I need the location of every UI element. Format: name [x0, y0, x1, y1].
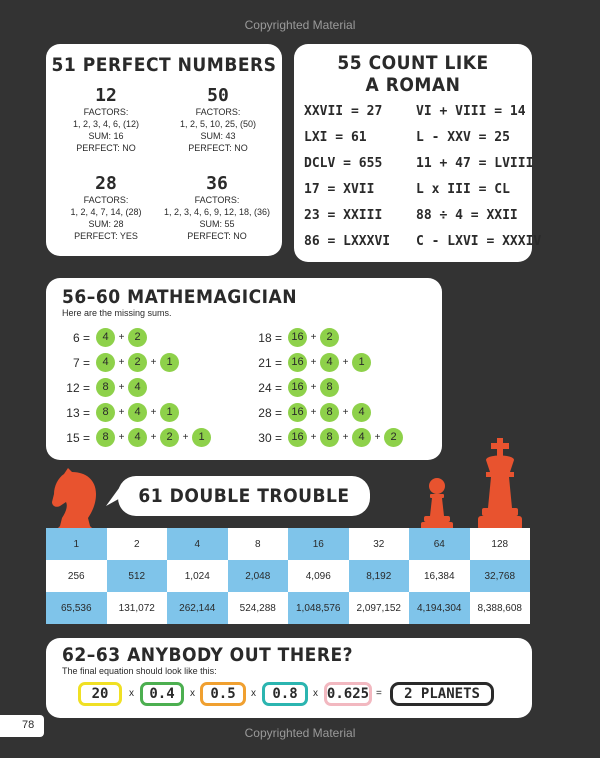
- board-cell: 2,048: [228, 560, 289, 592]
- board-cell: 256: [46, 560, 107, 592]
- plus-sign: +: [342, 357, 349, 368]
- board-cell: 1: [46, 528, 107, 560]
- perfect-number: 50: [207, 85, 229, 106]
- roman-card: [294, 44, 542, 262]
- perfect-number: 12: [95, 85, 117, 106]
- roman-equation: L - XXV = 25: [416, 130, 510, 145]
- factors-list: 1, 2, 3, 4, 6, 9, 12, 18, (36): [163, 207, 271, 217]
- number-ball: 2: [128, 328, 147, 347]
- plus-sign: +: [150, 432, 157, 443]
- board-cell: 32,768: [470, 560, 531, 592]
- number-ball: 1: [352, 353, 371, 372]
- board-cell: 65,536: [46, 592, 107, 624]
- sum-row: [64, 353, 179, 372]
- roman-equation: 86 = LXXXVI: [304, 234, 391, 249]
- factors-list: 1, 2, 5, 10, 25, (50): [179, 119, 257, 129]
- factors-label: FACTORS:: [195, 107, 241, 117]
- perfect-item: [152, 174, 282, 242]
- board-cell: 524,288: [228, 592, 289, 624]
- board-cell: 32: [349, 528, 410, 560]
- times-sign: x: [313, 688, 318, 699]
- board-cell: 4: [167, 528, 228, 560]
- watermark-bottom: Copyrighted Material: [244, 726, 356, 740]
- answer-box: 0.625: [324, 682, 372, 706]
- result-box: 2 PLANETS: [390, 682, 494, 706]
- board-cell: 16: [288, 528, 349, 560]
- number-ball: 8: [320, 428, 339, 447]
- perfect-verdict: PERFECT: YES: [74, 231, 138, 241]
- number-ball: 8: [320, 403, 339, 422]
- sum-total: 30 =: [258, 430, 282, 445]
- number-ball: 16: [288, 403, 307, 422]
- anybody-title: 62–63 ANYBODY OUT THERE?: [62, 644, 354, 666]
- number-ball: 4: [96, 328, 115, 347]
- board-cell: 2,097,152: [349, 592, 410, 624]
- perfect-number: 36: [206, 173, 228, 194]
- number-ball: 4: [128, 403, 147, 422]
- number-ball: 1: [192, 428, 211, 447]
- sum-total: 21 =: [258, 355, 282, 370]
- plus-sign: +: [374, 432, 381, 443]
- board-cell: 4,096: [288, 560, 349, 592]
- number-ball: 4: [352, 403, 371, 422]
- sum-row: [64, 403, 179, 422]
- plus-sign: +: [310, 432, 317, 443]
- sum-row: [256, 403, 371, 422]
- plus-sign: +: [310, 332, 317, 343]
- number-ball: 16: [288, 378, 307, 397]
- plus-sign: +: [342, 407, 349, 418]
- number-ball: 4: [352, 428, 371, 447]
- equals-sign: =: [376, 688, 382, 699]
- number-ball: 4: [128, 378, 147, 397]
- number-ball: 1: [160, 353, 179, 372]
- number-ball: 2: [320, 328, 339, 347]
- mathemagician-subtitle: Here are the missing sums.: [62, 308, 172, 318]
- sum-total: 7 =: [72, 355, 90, 370]
- watermark-top: Copyrighted Material: [244, 18, 356, 32]
- board-cell: 131,072: [107, 592, 168, 624]
- number-ball: 1: [160, 403, 179, 422]
- board-cell: 1,024: [167, 560, 228, 592]
- roman-equation: 11 + 47 = LVIII: [416, 156, 534, 171]
- answer-box: 0.4: [140, 682, 184, 706]
- times-sign: x: [190, 688, 195, 699]
- roman-equation: LXI = 61: [304, 130, 367, 145]
- roman-equation: DCLV = 655: [304, 156, 383, 171]
- factors-list: 1, 2, 4, 7, 14, (28): [70, 207, 142, 217]
- perfect-item: [50, 174, 162, 242]
- double-trouble-title: 61 DOUBLE TROUBLE: [138, 485, 350, 507]
- plus-sign: +: [310, 382, 317, 393]
- factors-sum: SUM: 43: [200, 131, 236, 141]
- answer-box: 0.8: [262, 682, 308, 706]
- sum-row: [64, 328, 147, 347]
- board-cell: 1,048,576: [288, 592, 349, 624]
- times-sign: x: [251, 688, 256, 699]
- roman-equation: C - LXVI = XXXIV: [416, 234, 542, 249]
- board-cell: 8,192: [349, 560, 410, 592]
- plus-sign: +: [150, 357, 157, 368]
- sum-row: [256, 353, 371, 372]
- board-cell: 16,384: [409, 560, 470, 592]
- plus-sign: +: [182, 432, 189, 443]
- number-ball: 8: [96, 378, 115, 397]
- plus-sign: +: [310, 357, 317, 368]
- factors-sum: SUM: 16: [88, 131, 124, 141]
- double-trouble-banner: [118, 476, 370, 516]
- number-ball: 4: [96, 353, 115, 372]
- answer-box: 20: [78, 682, 122, 706]
- board-cell: 262,144: [167, 592, 228, 624]
- number-ball: 16: [288, 353, 307, 372]
- sum-total: 28 =: [258, 405, 282, 420]
- sum-total: 6 =: [72, 330, 90, 345]
- board-cell: 8: [228, 528, 289, 560]
- roman-equation: XXVII = 27: [304, 104, 383, 119]
- mathemagician-card: [46, 278, 442, 460]
- roman-equation: VI + VIII = 14: [416, 104, 526, 119]
- number-ball: 4: [320, 353, 339, 372]
- perfect-numbers-title: 51 PERFECT NUMBERS: [51, 54, 277, 76]
- mathemagician-title: 56–60 MATHEMAGICIAN: [62, 286, 298, 308]
- roman-equation: L x III = CL: [416, 182, 510, 197]
- factors-label: FACTORS:: [83, 107, 129, 117]
- roman-title-line1: 55 COUNT LIKE: [337, 52, 489, 74]
- plus-sign: +: [118, 382, 125, 393]
- page-number: 78: [22, 719, 35, 731]
- roman-equation: 17 = XVII: [304, 182, 375, 197]
- sum-total: 18 =: [258, 330, 282, 345]
- speech-tail-icon: [104, 482, 126, 508]
- number-ball: 4: [128, 428, 147, 447]
- pawn-icon: [418, 476, 456, 532]
- sum-total: 12 =: [66, 380, 90, 395]
- sum-row: [256, 378, 339, 397]
- plus-sign: +: [118, 357, 125, 368]
- roman-title-line2: A ROMAN: [365, 74, 461, 96]
- plus-sign: +: [118, 432, 125, 443]
- sum-row: [64, 378, 147, 397]
- number-ball: 8: [96, 403, 115, 422]
- perfect-numbers-card: [46, 44, 282, 256]
- number-ball: 16: [288, 428, 307, 447]
- plus-sign: +: [310, 407, 317, 418]
- number-ball: 2: [128, 353, 147, 372]
- factors-sum: SUM: 55: [199, 219, 235, 229]
- anybody-card: [46, 638, 532, 718]
- roman-equation: 88 ÷ 4 = XXII: [416, 208, 518, 223]
- perfect-number: 28: [95, 173, 117, 194]
- perfect-verdict: PERFECT: NO: [76, 143, 136, 153]
- plus-sign: +: [150, 407, 157, 418]
- roman-equation: 23 = XXIII: [304, 208, 383, 223]
- plus-sign: +: [342, 432, 349, 443]
- board-cell: 512: [107, 560, 168, 592]
- sum-row: [256, 428, 403, 447]
- answer-box: 0.5: [200, 682, 246, 706]
- plus-sign: +: [118, 407, 125, 418]
- factors-sum: SUM: 28: [88, 219, 124, 229]
- sum-row: [256, 328, 339, 347]
- perfect-verdict: PERFECT: NO: [188, 143, 248, 153]
- perfect-item: [158, 86, 278, 154]
- factors-list: 1, 2, 3, 4, 6, (12): [72, 119, 140, 129]
- board-cell: 2: [107, 528, 168, 560]
- anybody-subtitle: The final equation should look like this:: [62, 666, 217, 676]
- number-ball: 8: [96, 428, 115, 447]
- number-ball: 2: [384, 428, 403, 447]
- board-cell: 8,388,608: [470, 592, 531, 624]
- perfect-verdict: PERFECT: NO: [187, 231, 247, 241]
- number-ball: 2: [160, 428, 179, 447]
- chessboard-table: [46, 528, 530, 624]
- sum-total: 15 =: [66, 430, 90, 445]
- sum-total: 13 =: [66, 405, 90, 420]
- plus-sign: +: [118, 332, 125, 343]
- board-cell: 64: [409, 528, 470, 560]
- number-ball: 16: [288, 328, 307, 347]
- board-cell: 4,194,304: [409, 592, 470, 624]
- sum-total: 24 =: [258, 380, 282, 395]
- king-icon: [474, 438, 526, 532]
- perfect-item: [50, 86, 162, 154]
- factors-label: FACTORS:: [194, 195, 240, 205]
- sum-row: [64, 428, 211, 447]
- times-sign: x: [129, 688, 134, 699]
- factors-label: FACTORS:: [83, 195, 129, 205]
- board-cell: 128: [470, 528, 531, 560]
- number-ball: 8: [320, 378, 339, 397]
